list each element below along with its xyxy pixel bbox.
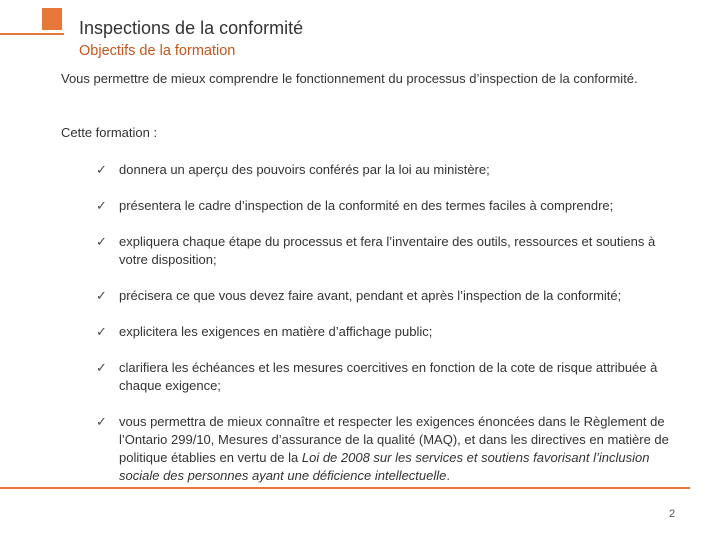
footer-divider: [0, 487, 690, 489]
last-item-text: vous permettra de mieux connaître et respecter les exigences énoncées dans le Règlement de l’Ontario 299/10, Mesures d’assurance de la qualité (MAQ), et dans les directives en matière de politique établies en vertu de la: [119, 414, 669, 465]
lead-text: Cette formation :: [61, 125, 158, 140]
list-item-text: présentera le cadre d’inspection de la conformité en des termes faciles à comprendre;: [119, 198, 614, 213]
checkmark-icon: ✓: [96, 198, 107, 213]
accent-square: [42, 8, 62, 30]
objectives-list: [96, 161, 676, 503]
accent-line: [0, 33, 64, 35]
list-item-text: clarifiera les échéances et les mesures coercitives en fonction de la cote de risque attribuée à chaque exigence;: [119, 360, 658, 393]
checkmark-icon: ✓: [96, 288, 107, 303]
checkmark-icon: ✓: [96, 360, 107, 375]
page-number: 2: [669, 508, 676, 520]
law-title: Loi de 2008 sur les services et soutiens favorisant l’inclusion sociale des personnes ayant une déficience intellectuelle: [119, 450, 650, 483]
list-item: [96, 197, 676, 215]
list-item-text: [119, 413, 676, 485]
page-title: Inspections de la conformité: [79, 18, 304, 38]
checkmark-icon: ✓: [96, 162, 107, 177]
list-item: [96, 359, 676, 395]
list-item: [96, 287, 676, 305]
checkmark-icon: ✓: [96, 324, 107, 339]
list-item-text: explicitera les exigences en matière d’affichage public;: [119, 324, 433, 339]
list-item: [96, 413, 676, 485]
list-item: [96, 323, 676, 341]
list-item-text: expliquera chaque étape du processus et fera l’inventaire des outils, ressources et soutiens à votre disposition;: [119, 234, 656, 267]
page-subtitle: Objectifs de la formation: [79, 43, 236, 59]
list-item: [96, 161, 676, 179]
list-item-text: précisera ce que vous devez faire avant, pendant et après l’inspection de la conformité;: [119, 288, 622, 303]
intro-paragraph: Vous permettre de mieux comprendre le fonctionnement du processus d’inspection de la conformité.: [61, 71, 638, 86]
list-item-text: donnera un aperçu des pouvoirs conférés par la loi au ministère;: [119, 162, 490, 177]
list-item: [96, 233, 676, 269]
checkmark-icon: ✓: [96, 414, 107, 429]
checkmark-icon: ✓: [96, 234, 107, 249]
last-item-end: .: [446, 468, 451, 483]
